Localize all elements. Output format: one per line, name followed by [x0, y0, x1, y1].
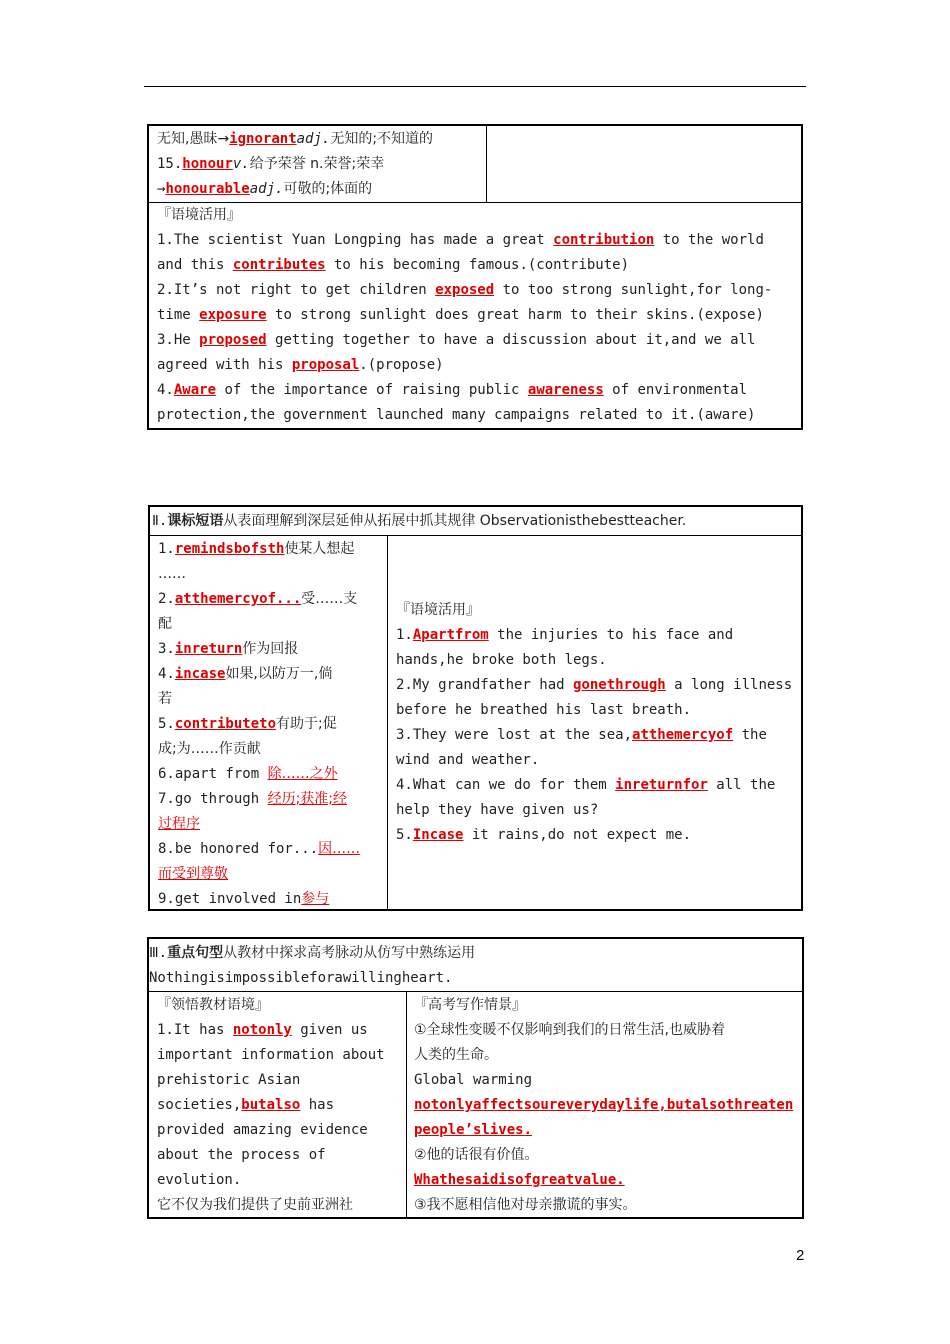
context-title: 『语境活用』 — [157, 207, 241, 223]
writing-scenario: 『高考写作情景』 ①全球性变暖不仅影响到我们的日常生活,也威胁着 人类的生命。 Global warming notonlyaffectsoureverydaylife,butalsothreaten people’slives. ②他的话很有价值。 Whathesaidisofgreatvalue. ③我不愿相信他对母亲撒谎的事实。 — [414, 993, 802, 1218]
column-divider — [387, 535, 388, 909]
section-header: Ⅲ.重点句型从教材中探求高考脉动从仿写中熟练运用 Nothingisimpossibleforawillingheart. — [149, 941, 801, 991]
answer-blank: ignorant — [229, 131, 297, 147]
vocab-table-continued — [147, 124, 803, 430]
phrase-context-practice: 『语境活用』 1.Apartfrom the injuries to his face and hands,he broke both legs. 2.My grandfather had gonethrough a long illness before he breathed his last breath. 3.They were lost at the sea,atthemercyof the wind and weather. 4.What can we do for them inreturnfor all the help they have given us? 5.Incase it rains,do not expect me. — [396, 598, 798, 848]
sentence-patterns-table — [147, 937, 804, 1219]
row-divider — [149, 991, 802, 992]
page-number: 2 — [796, 1247, 805, 1264]
section-header: Ⅱ.课标短语从表面理解到深层延伸从拓展中抓其规律 Observationisthebestteacher. — [152, 513, 687, 529]
phrases-table — [148, 505, 803, 911]
answer-blank: honour — [182, 156, 233, 172]
phrase-list: 1.remindsbofsth使某人想起 …… 2.atthemercyof...受……支 配 3.inreturn作为回报 4.incase如果,以防万一,倘 若 5.contributeto有助于;促 成;为……作贡献 6.apart from 除……之外 7.go through 经历;获准;经 过程序 8.be honored for...因…… 而受到尊敬 9.get involved in参与 — [158, 541, 361, 907]
row-divider — [150, 535, 801, 536]
answer-blank: honourable — [165, 181, 250, 197]
motto: Nothingisimpossibleforawillingheart. — [149, 970, 453, 986]
context-title: 『高考写作情景』 — [414, 997, 526, 1013]
textbook-context: 『领悟教材语境』 1.It has notonly given us important information about prehistoric Asian societies,butalso has provided amazing evidence about the process of evolution. 它不仅为我们提供了史前亚洲社 — [157, 993, 405, 1218]
word-forms-cell: 无知,愚昧→ignorantadj.无知的;不知道的 15.honourv.给予荣誉 n.荣誉;荣幸 →honourableadj.可敬的;体面的 — [157, 131, 434, 197]
column-divider — [406, 991, 407, 1217]
context-practice-cell: 『语境活用』 1.The scientist Yuan Longping has made a great contribution to the world and this contributes to his becoming famous.(contribute) 2.It’s not right to get children exposed to too strong sunlight,for long- time exposure to strong sunlight does great harm to their skins.(expose) 3.He proposed getting together to have a discussion about it,and we all agreed with his proposal.(propose) 4.Aware of the importance of raising public awareness of environmental protection,the government launched many campaigns related to it.(aware) — [157, 203, 797, 428]
top-rule — [144, 86, 806, 87]
context-title: 『语境活用』 — [396, 602, 480, 618]
context-title: 『领悟教材语境』 — [157, 997, 269, 1013]
